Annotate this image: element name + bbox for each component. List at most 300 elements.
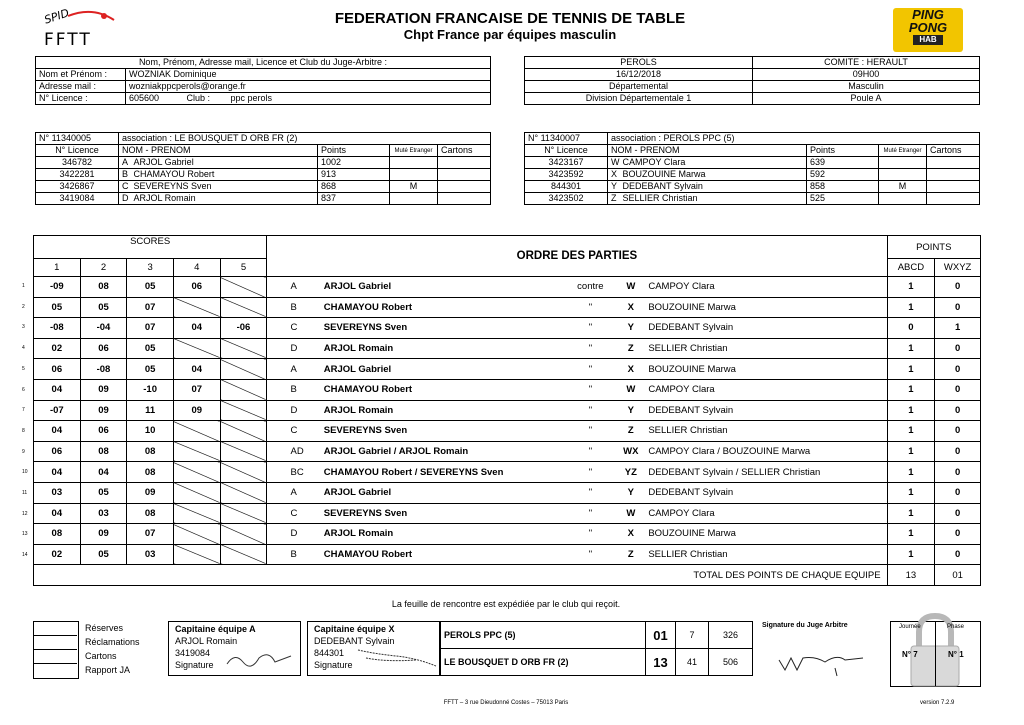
player-x-code: Y [616, 318, 645, 339]
set-score: -08 [34, 318, 81, 339]
set-score [220, 503, 267, 524]
referee-name-label: Nom et Prénom : [36, 69, 126, 81]
set-score: 08 [34, 524, 81, 545]
player-a-code: B [288, 379, 321, 400]
player-a-code: BC [288, 462, 321, 483]
result-x-score: 01 [646, 622, 676, 649]
player-points: 913 [318, 169, 390, 181]
set-label: 5 [220, 259, 267, 277]
points-x: 0 [935, 379, 981, 400]
result-a-points: 506 [709, 649, 753, 676]
wxyz-heading: WXYZ [935, 259, 981, 277]
player-x-name: BOUZOUINE Marwa [645, 359, 887, 380]
set-score [220, 482, 267, 503]
ja-signature-label: Signature du Juge Arbitre [762, 622, 848, 629]
team-x-col-mute: Muté Etranger [879, 145, 927, 157]
player-mute: M [390, 181, 438, 193]
set-score: 03 [34, 482, 81, 503]
player-x-name: DEDEBANT Sylvain [645, 482, 887, 503]
set-score [220, 462, 267, 483]
set-score [220, 379, 267, 400]
result-x-sets: 7 [676, 622, 709, 649]
player-a-code: B [288, 544, 321, 565]
player-cards [927, 157, 980, 169]
referee-table [35, 56, 491, 105]
set-score: 08 [127, 503, 174, 524]
set-score: 04 [34, 379, 81, 400]
set-score: 07 [173, 379, 220, 400]
check-cartons[interactable]: Cartons [85, 651, 117, 661]
set-score: 07 [127, 318, 174, 339]
player-licence: 3419084 [36, 193, 119, 205]
journee-phase-box [890, 621, 981, 687]
player-mute: M [879, 181, 927, 193]
player-a-name: CHAMAYOU Robert [321, 544, 565, 565]
versus-label: " [564, 338, 616, 359]
footer-address: FFTT – 3 rue Dieudonné Costes – 75013 Paris [443, 700, 569, 706]
team-a-player-row [36, 193, 491, 205]
team-a-table [35, 132, 491, 205]
player-a-name: SEVEREYNS Sven [321, 503, 565, 524]
set-score: 05 [80, 297, 127, 318]
player-points: 1002 [318, 157, 390, 169]
player-a-code: C [288, 503, 321, 524]
set-score: 06 [34, 441, 81, 462]
player-x-code: Y [616, 400, 645, 421]
game-row [34, 277, 981, 298]
set-score: 05 [80, 482, 127, 503]
player-a-code: D [288, 338, 321, 359]
player-a-code: D [288, 400, 321, 421]
points-a: 1 [887, 462, 935, 483]
versus-label: " [564, 482, 616, 503]
player-mute [879, 193, 927, 205]
player-points: 858 [807, 181, 879, 193]
set-score: 02 [34, 338, 81, 359]
result-a-team: LE BOUSQUET D ORB FR (2) [441, 649, 646, 676]
set-score: 07 [127, 297, 174, 318]
player-name: SELLIER Christian [620, 193, 807, 205]
player-x-code: X [616, 524, 645, 545]
set-score: 06 [80, 421, 127, 442]
player-mute [390, 169, 438, 181]
total-x: 01 [935, 565, 981, 586]
player-licence: 3423502 [525, 193, 608, 205]
player-letter: D [119, 193, 131, 205]
player-a-name: ARJOL Gabriel [321, 482, 565, 503]
match-place: PEROLS [525, 57, 753, 69]
set-score: 07 [127, 524, 174, 545]
set-score [173, 503, 220, 524]
game-row [34, 482, 981, 503]
set-score: 08 [80, 277, 127, 298]
points-a: 1 [887, 503, 935, 524]
game-spacer [267, 544, 288, 565]
player-x-name: CAMPOY Clara [645, 379, 887, 400]
player-mute [879, 169, 927, 181]
player-a-name: ARJOL Romain [321, 338, 565, 359]
player-a-code: A [288, 482, 321, 503]
check-rapport-ja[interactable]: Rapport JA [85, 665, 131, 675]
player-points: 868 [318, 181, 390, 193]
journee-value: N° 7 [902, 650, 918, 659]
row-number: 7 [22, 407, 25, 414]
result-a-sets: 41 [676, 649, 709, 676]
set-score [220, 544, 267, 565]
set-label: 2 [80, 259, 127, 277]
set-score: 04 [173, 359, 220, 380]
points-x: 0 [935, 544, 981, 565]
player-x-name: DEDEBANT Sylvain [645, 400, 887, 421]
row-number: 12 [22, 510, 28, 517]
player-letter: X [608, 169, 620, 181]
points-x: 0 [935, 524, 981, 545]
scores-heading: SCORES [34, 236, 267, 259]
player-x-code: YZ [616, 462, 645, 483]
match-comite: COMITE : HERAULT [753, 57, 980, 69]
captain-a-label: Capitaine équipe A [175, 624, 256, 634]
captain-x-label: Capitaine équipe X [314, 624, 395, 634]
set-score: 06 [173, 277, 220, 298]
points-x: 0 [935, 462, 981, 483]
match-level: Départemental [525, 81, 753, 93]
set-score: 05 [34, 297, 81, 318]
points-a: 1 [887, 338, 935, 359]
team-x-player-row [525, 157, 980, 169]
team-x-col-points: Points [807, 145, 879, 157]
set-score: 06 [34, 359, 81, 380]
points-heading: POINTS [887, 236, 980, 259]
versus-label: " [564, 400, 616, 421]
set-score: -07 [34, 400, 81, 421]
player-name: BOUZOUINE Marwa [620, 169, 807, 181]
game-row [34, 359, 981, 380]
set-score: 09 [80, 400, 127, 421]
row-number: 8 [22, 427, 25, 434]
player-points: 837 [318, 193, 390, 205]
logo-ping-text: PING [912, 7, 944, 22]
player-cards [438, 181, 491, 193]
team-a-player-row [36, 181, 491, 193]
player-x-code: W [616, 379, 645, 400]
versus-label: " [564, 359, 616, 380]
player-letter: Y [608, 181, 620, 193]
row-number: 10 [22, 469, 28, 476]
set-score: 04 [173, 318, 220, 339]
player-mute [390, 157, 438, 169]
game-spacer [267, 400, 288, 421]
team-a-col-licence: N° Licence [36, 145, 119, 157]
player-x-name: CAMPOY Clara [645, 277, 887, 298]
result-x-team: PEROLS PPC (5) [441, 622, 646, 649]
referee-licence-value: 605600 [126, 93, 184, 105]
game-spacer [267, 421, 288, 442]
game-row [34, 441, 981, 462]
match-info-table [524, 56, 980, 105]
points-a: 1 [887, 421, 935, 442]
points-x: 0 [935, 421, 981, 442]
match-date: 16/12/2018 [525, 69, 753, 81]
player-a-name: ARJOL Gabriel [321, 277, 565, 298]
game-spacer [267, 524, 288, 545]
player-a-name: ARJOL Romain [321, 524, 565, 545]
set-score: 03 [80, 503, 127, 524]
captain-a-signature [225, 648, 295, 670]
check-reserves[interactable]: Réserves [85, 623, 124, 633]
game-spacer [267, 277, 288, 298]
captain-a-signature-label: Signature [175, 660, 214, 670]
captain-x-signature [356, 644, 438, 670]
player-a-code: AD [288, 441, 321, 462]
set-score: 09 [80, 524, 127, 545]
row-number: 11 [22, 490, 28, 496]
logo-pong-text: PONG [908, 20, 948, 35]
row-number: 4 [22, 345, 25, 352]
set-score [220, 400, 267, 421]
games-table [33, 235, 981, 586]
team-x-player-row [525, 169, 980, 181]
game-spacer [267, 462, 288, 483]
checks-block [33, 621, 163, 678]
versus-label: " [564, 524, 616, 545]
player-a-name: CHAMAYOU Robert / SEVEREYNS Sven [321, 462, 565, 483]
game-spacer [267, 503, 288, 524]
player-points: 639 [807, 157, 879, 169]
points-a: 1 [887, 400, 935, 421]
referee-email-value: wozniakppcperols@orange.fr [126, 81, 491, 93]
spid-fftt-logo [38, 8, 118, 50]
set-score: 02 [34, 544, 81, 565]
player-a-name: ARJOL Gabriel / ARJOL Romain [321, 441, 565, 462]
player-name: CHAMAYOU Robert [131, 169, 318, 181]
player-licence: 3423592 [525, 169, 608, 181]
match-category: Masculin [753, 81, 980, 93]
set-score: 08 [127, 462, 174, 483]
points-x: 0 [935, 359, 981, 380]
team-x-player-row [525, 193, 980, 205]
set-score [173, 441, 220, 462]
player-name: ARJOL Gabriel [131, 157, 318, 169]
logo-spid-text: SPID [42, 6, 71, 27]
points-a: 1 [887, 524, 935, 545]
versus-label: " [564, 421, 616, 442]
player-letter: C [119, 181, 131, 193]
set-score: -04 [80, 318, 127, 339]
player-a-name: SEVEREYNS Sven [321, 318, 565, 339]
player-x-name: DEDEBANT Sylvain [645, 318, 887, 339]
team-x-col-licence: N° Licence [525, 145, 608, 157]
player-x-code: X [616, 359, 645, 380]
game-spacer [267, 482, 288, 503]
captain-a-box [168, 621, 301, 676]
versus-label: contre [564, 277, 616, 298]
points-a: 1 [887, 441, 935, 462]
check-reclamations[interactable]: Réclamations [85, 637, 140, 647]
logo-hab-text: HAB [913, 35, 943, 45]
player-a-code: A [288, 277, 321, 298]
set-score: 11 [127, 400, 174, 421]
player-licence: 3423167 [525, 157, 608, 169]
versus-label: " [564, 318, 616, 339]
player-name: SEVEREYNS Sven [131, 181, 318, 193]
team-a-number: N° 11340005 [36, 133, 119, 145]
team-x-table [524, 132, 980, 205]
game-row [34, 338, 981, 359]
versus-label: " [564, 503, 616, 524]
points-a: 1 [887, 482, 935, 503]
team-x-number: N° 11340007 [525, 133, 608, 145]
set-score: 09 [127, 482, 174, 503]
player-x-name: CAMPOY Clara / BOUZOUINE Marwa [645, 441, 887, 462]
set-score [220, 297, 267, 318]
points-a: 0 [887, 318, 935, 339]
game-spacer [267, 297, 288, 318]
game-row [34, 318, 981, 339]
player-x-code: Y [616, 482, 645, 503]
points-x: 0 [935, 441, 981, 462]
set-score [220, 441, 267, 462]
player-x-name: BOUZOUINE Marwa [645, 297, 887, 318]
set-score [173, 544, 220, 565]
player-cards [438, 193, 491, 205]
player-cards [927, 169, 980, 181]
game-spacer [267, 379, 288, 400]
game-row [34, 544, 981, 565]
player-licence: 3422281 [36, 169, 119, 181]
set-score [173, 297, 220, 318]
points-x: 0 [935, 338, 981, 359]
player-letter: W [608, 157, 620, 169]
captain-a-licence: 3419084 [175, 648, 211, 658]
set-score [220, 524, 267, 545]
player-a-code: B [288, 297, 321, 318]
ping-pong-hab-logo [893, 8, 963, 52]
game-spacer [267, 359, 288, 380]
points-x: 0 [935, 503, 981, 524]
team-a-player-row [36, 157, 491, 169]
player-a-code: D [288, 524, 321, 545]
points-x: 0 [935, 400, 981, 421]
phase-label: Phase [947, 624, 965, 630]
player-a-name: ARJOL Gabriel [321, 359, 565, 380]
game-row [34, 462, 981, 483]
set-score: -08 [80, 359, 127, 380]
player-mute [879, 157, 927, 169]
versus-label: " [564, 297, 616, 318]
row-number: 13 [22, 531, 28, 538]
game-row [34, 421, 981, 442]
player-a-code: A [288, 359, 321, 380]
points-a: 1 [887, 544, 935, 565]
set-score: 04 [34, 421, 81, 442]
set-label: 3 [127, 259, 174, 277]
set-score: 04 [34, 462, 81, 483]
points-a: 1 [887, 379, 935, 400]
player-cards [927, 181, 980, 193]
team-x-col-cards: Cartons [927, 145, 980, 157]
player-x-code: X [616, 297, 645, 318]
page-subtitle: Chpt France par équipes masculin [403, 27, 617, 42]
set-score [220, 277, 267, 298]
set-score: 10 [127, 421, 174, 442]
footer-note: La feuille de rencontre est expédiée par le club qui reçoit. [391, 599, 621, 609]
team-a-association: association : LE BOUSQUET D ORB FR (2) [119, 133, 491, 145]
team-x-player-row [525, 181, 980, 193]
set-score: 05 [127, 359, 174, 380]
player-a-name: CHAMAYOU Robert [321, 297, 565, 318]
player-a-name: CHAMAYOU Robert [321, 379, 565, 400]
player-a-name: SEVEREYNS Sven [321, 421, 565, 442]
player-a-code: C [288, 421, 321, 442]
result-x-points: 326 [709, 622, 753, 649]
set-score: 05 [80, 544, 127, 565]
player-x-name: DEDEBANT Sylvain / SELLIER Christian [645, 462, 887, 483]
referee-club-value: ppc perols [228, 93, 491, 105]
set-score: 09 [173, 400, 220, 421]
versus-label: " [564, 544, 616, 565]
set-score: 04 [34, 503, 81, 524]
result-table [440, 621, 753, 676]
points-a: 1 [887, 297, 935, 318]
ja-signature [775, 638, 870, 678]
set-score [220, 338, 267, 359]
set-score: 09 [80, 379, 127, 400]
total-label: TOTAL DES POINTS DE CHAQUE EQUIPE [34, 565, 888, 586]
team-a-col-points: Points [318, 145, 390, 157]
team-a-col-mute: Muté Etranger [390, 145, 438, 157]
set-label: 4 [173, 259, 220, 277]
player-x-name: BOUZOUINE Marwa [645, 524, 887, 545]
player-a-code: C [288, 318, 321, 339]
page-title: FEDERATION FRANCAISE DE TENNIS DE TABLE [334, 10, 686, 27]
versus-label: " [564, 379, 616, 400]
player-x-name: SELLIER Christian [645, 338, 887, 359]
player-x-name: SELLIER Christian [645, 544, 887, 565]
set-score [173, 524, 220, 545]
points-a: 1 [887, 277, 935, 298]
player-cards [438, 157, 491, 169]
team-a-player-row [36, 169, 491, 181]
team-x-association: association : PEROLS PPC (5) [608, 133, 980, 145]
points-x: 0 [935, 297, 981, 318]
set-score [173, 482, 220, 503]
referee-name-value: WOZNIAK Dominique [126, 69, 491, 81]
set-score: 08 [127, 441, 174, 462]
player-letter: B [119, 169, 131, 181]
referee-email-label: Adresse mail : [36, 81, 126, 93]
game-spacer [267, 338, 288, 359]
team-x-col-name: NOM - PRENOM [608, 145, 807, 157]
team-a-col-name: NOM - PRENOM [119, 145, 318, 157]
player-licence: 3426867 [36, 181, 119, 193]
player-name: ARJOL Romain [131, 193, 318, 205]
points-x: 0 [935, 277, 981, 298]
footer-version: version 7.2.9 [920, 700, 955, 706]
game-spacer [267, 441, 288, 462]
player-a-name: ARJOL Romain [321, 400, 565, 421]
points-x: 1 [935, 318, 981, 339]
order-heading: ORDRE DES PARTIES [267, 236, 887, 277]
player-points: 525 [807, 193, 879, 205]
logo-fftt-text: FFTT [44, 30, 92, 50]
player-x-code: W [616, 277, 645, 298]
player-licence: 844301 [525, 181, 608, 193]
team-a-col-cards: Cartons [438, 145, 491, 157]
player-x-name: CAMPOY Clara [645, 503, 887, 524]
versus-label: " [564, 441, 616, 462]
game-row [34, 379, 981, 400]
referee-licence-label: N° Licence : [36, 93, 126, 105]
